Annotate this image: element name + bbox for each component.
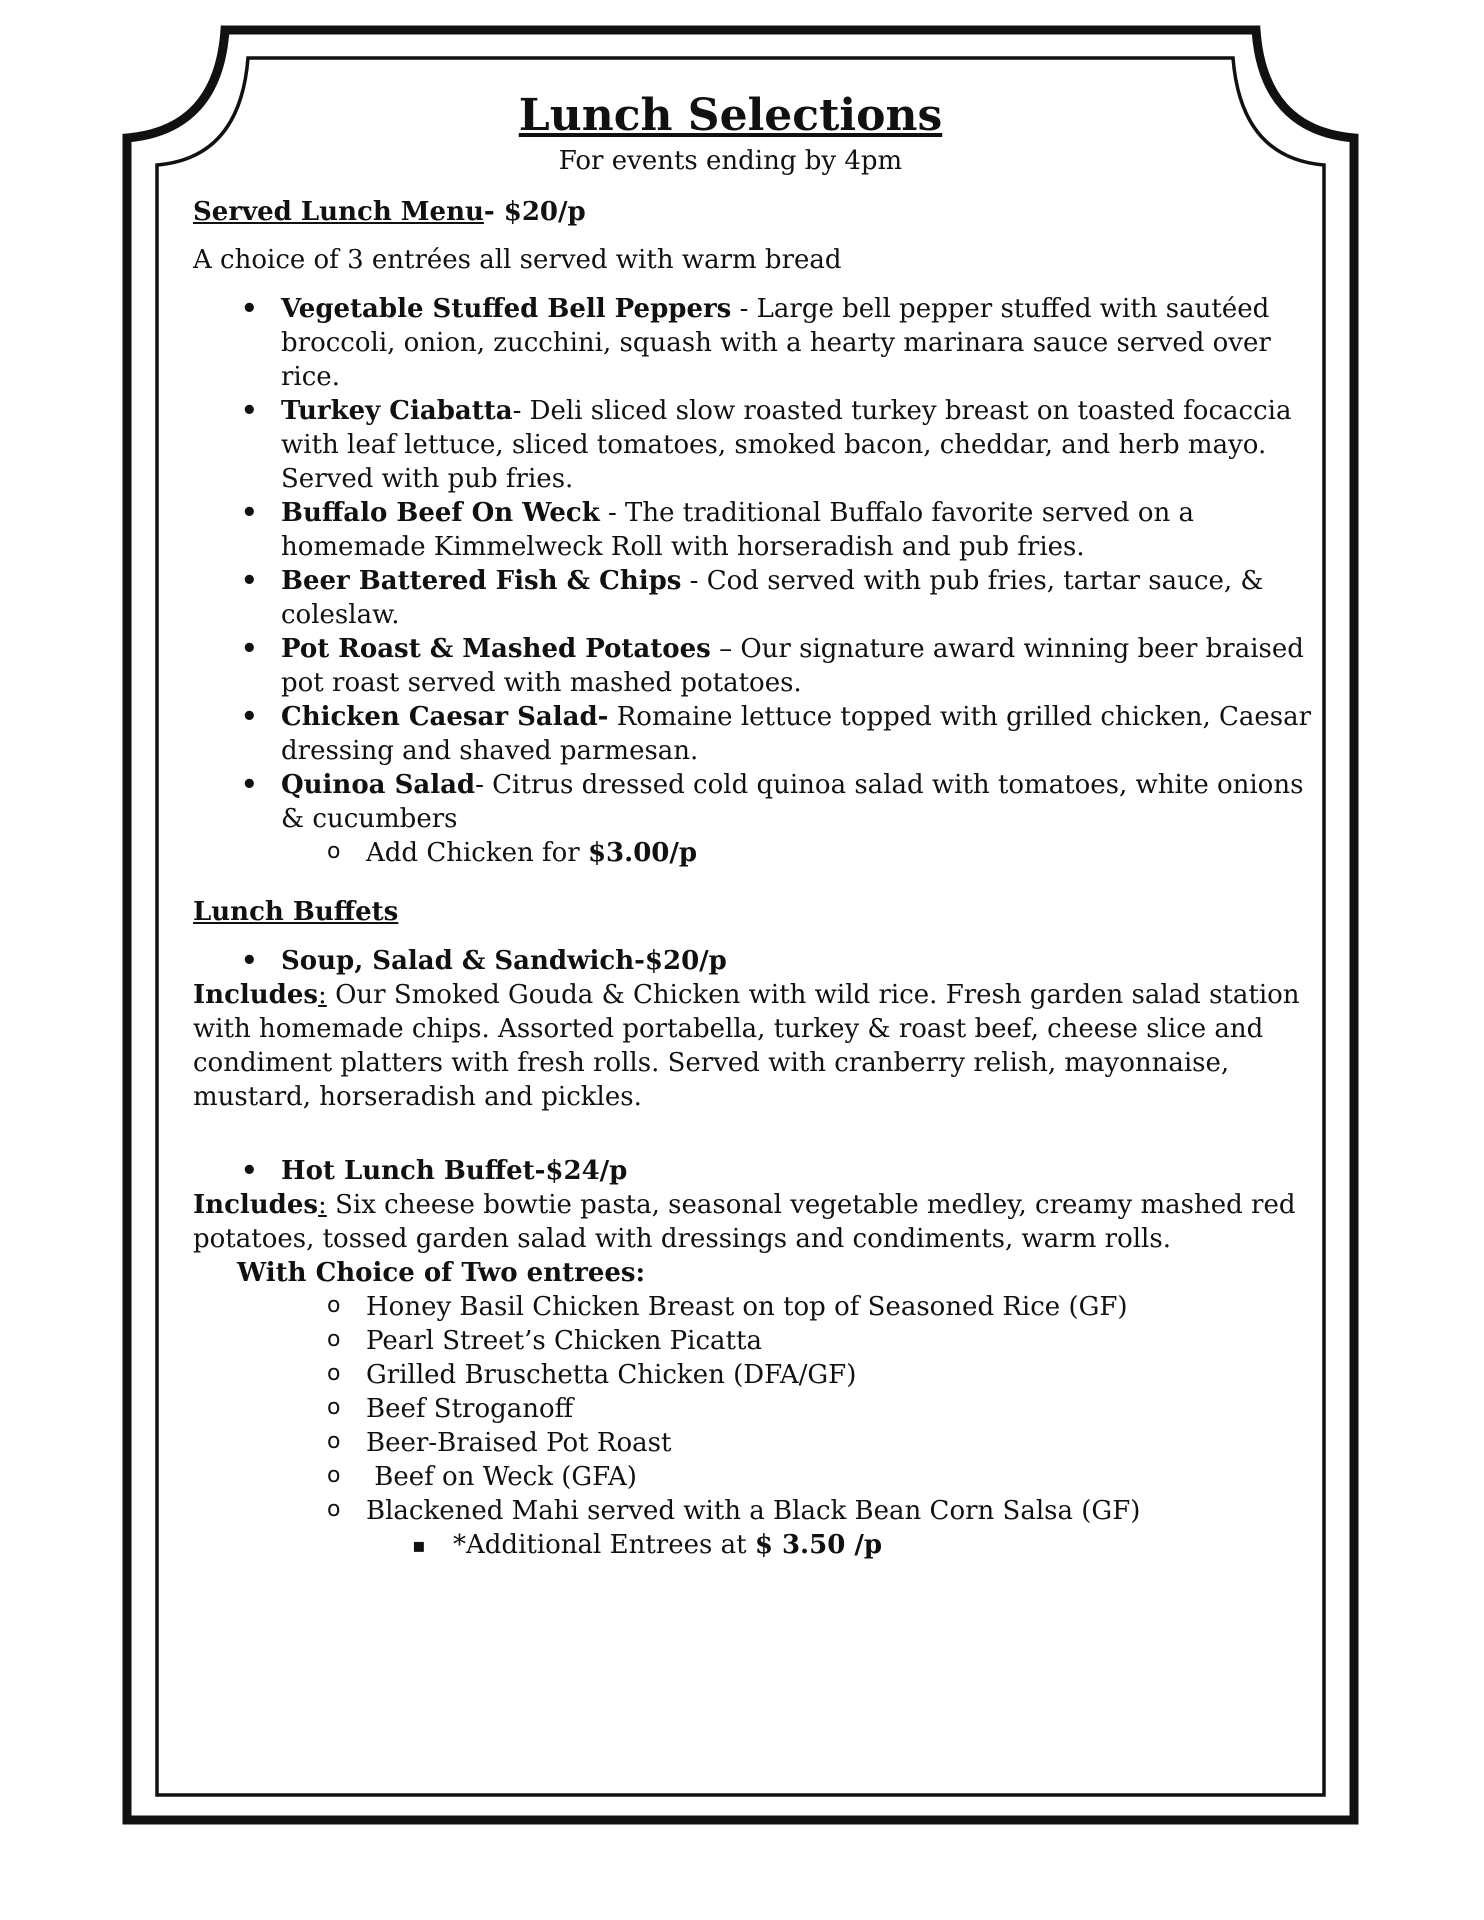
menu-item-name: Quinoa Salad <box>281 770 476 800</box>
entree-choice-heading: With Choice of Two entrees: <box>237 1258 646 1288</box>
menu-item-desc: – Our signature award winning beer braised pot roast served with mashed potatoes. <box>281 634 1304 698</box>
served-lunch-heading <box>193 188 1313 236</box>
menu-item-desc: - Deli sliced slow roasted turkey breast on toasted focaccia with leaf lettuce, sliced tomatoes, smoked bacon, cheddar, and herb mayo. Served with pub fries. <box>281 396 1292 494</box>
add-chicken-text: Add Chicken for <box>366 838 588 868</box>
menu-item-desc: Romaine lettuce topped with grilled chicken, Caesar dressing and shaved parmesan. <box>281 702 1312 766</box>
soup-includes-colon: : <box>318 980 327 1010</box>
hot-includes-label: Includes <box>193 1190 319 1220</box>
spacer <box>193 1114 1313 1148</box>
soup-includes-label: Includes <box>193 980 319 1010</box>
add-chicken-price: $3.00/p <box>587 838 698 868</box>
served-lunch-price: - $20/p <box>483 197 586 227</box>
menu-item-desc: - Citrus dressed cold quinoa salad with tomatoes, white onions & cucumbers <box>281 770 1304 834</box>
menu-item <box>193 394 1313 496</box>
page-title: Lunch Selections <box>518 90 943 141</box>
menu-item <box>193 700 1313 768</box>
served-lunch-intro: A choice of 3 entrées all served with warm bread <box>193 245 842 275</box>
menu-content <box>193 88 1313 1562</box>
menu-item-name: Vegetable Stuffed Bell Peppers <box>281 294 732 324</box>
additional-entrees-text: *Additional Entrees at <box>453 1530 755 1560</box>
soup-buffet-list <box>193 944 1313 978</box>
served-lunch-list <box>193 292 1313 836</box>
menu-item <box>193 632 1313 700</box>
menu-item-name: Beer Battered Fish & Chips <box>281 566 682 596</box>
hot-includes-text: Six cheese bowtie pasta, seasonal vegetable medley, creamy mashed red potatoes, tossed garden salad with dressings and condiments, warm rolls. <box>193 1190 1296 1254</box>
entree-option: o Beer-Braised Pot Roast <box>193 1426 1313 1460</box>
hot-includes-colon: : <box>318 1190 327 1220</box>
menu-item-desc: - The traditional Buffalo favorite served on a homemade Kimmelweck Roll with horseradish and pub fries. <box>281 498 1195 562</box>
hot-lunch-buffet-title: • Hot Lunch Buffet-$24/p <box>193 1154 1313 1188</box>
add-chicken-option <box>193 836 1313 870</box>
served-lunch-title: Served Lunch Menu <box>193 197 484 227</box>
entree-option: o Blackened Mahi served with a Black Bean Corn Salsa (GF) <box>193 1494 1313 1528</box>
menu-item-desc: - Large bell pepper stuffed with sautéed broccoli, onion, zucchini, squash with a hearty marinara sauce served over rice. <box>281 294 1271 392</box>
menu-item-name: Turkey Ciabatta <box>281 396 513 426</box>
entree-option: o Grilled Bruschetta Chicken (DFA/GF) <box>193 1358 1313 1392</box>
menu-item <box>193 292 1313 394</box>
soup-includes-text: Our Smoked Gouda & Chicken with wild rice. Fresh garden salad station with homemade chips. Assorted portabella, turkey & roast beef, cheese slice and condiment platters with fresh rolls. Served with cranberry relish, mayonnaise, mustard, horseradish and pickles. <box>193 980 1300 1112</box>
menu-item-name: Chicken Caesar Salad- <box>281 702 609 732</box>
entree-option: o Beef Stroganoff <box>193 1392 1313 1426</box>
additional-entrees-price: $ 3.50 /p <box>754 1530 883 1560</box>
soup-salad-sandwich-title: • Soup, Salad & Sandwich-$20/p <box>193 944 1313 978</box>
additional-entrees-note <box>193 1528 1313 1562</box>
hot-includes <box>193 1188 1313 1256</box>
entree-option: o Honey Basil Chicken Breast on top of Seasoned Rice (GF) <box>193 1290 1313 1324</box>
menu-item <box>193 496 1313 564</box>
menu-item-name: Pot Roast & Mashed Potatoes <box>281 634 711 664</box>
menu-item-desc: - Cod served with pub fries, tartar sauce, & coleslaw. <box>281 566 1264 630</box>
lunch-buffets-heading <box>193 888 1313 936</box>
lunch-buffets-title: Lunch Buffets <box>193 897 399 927</box>
hot-buffet-list <box>193 1154 1313 1188</box>
entree-option: o Pearl Street’s Chicken Picatta <box>193 1324 1313 1358</box>
menu-item-name: Buffalo Beef On Weck <box>281 498 600 528</box>
page-subtitle: For events ending by 4pm <box>558 146 903 176</box>
menu-item <box>193 768 1313 836</box>
entree-option: o Beef on Weck (GFA) <box>193 1460 1313 1494</box>
menu-item <box>193 564 1313 632</box>
soup-includes <box>193 978 1313 1114</box>
